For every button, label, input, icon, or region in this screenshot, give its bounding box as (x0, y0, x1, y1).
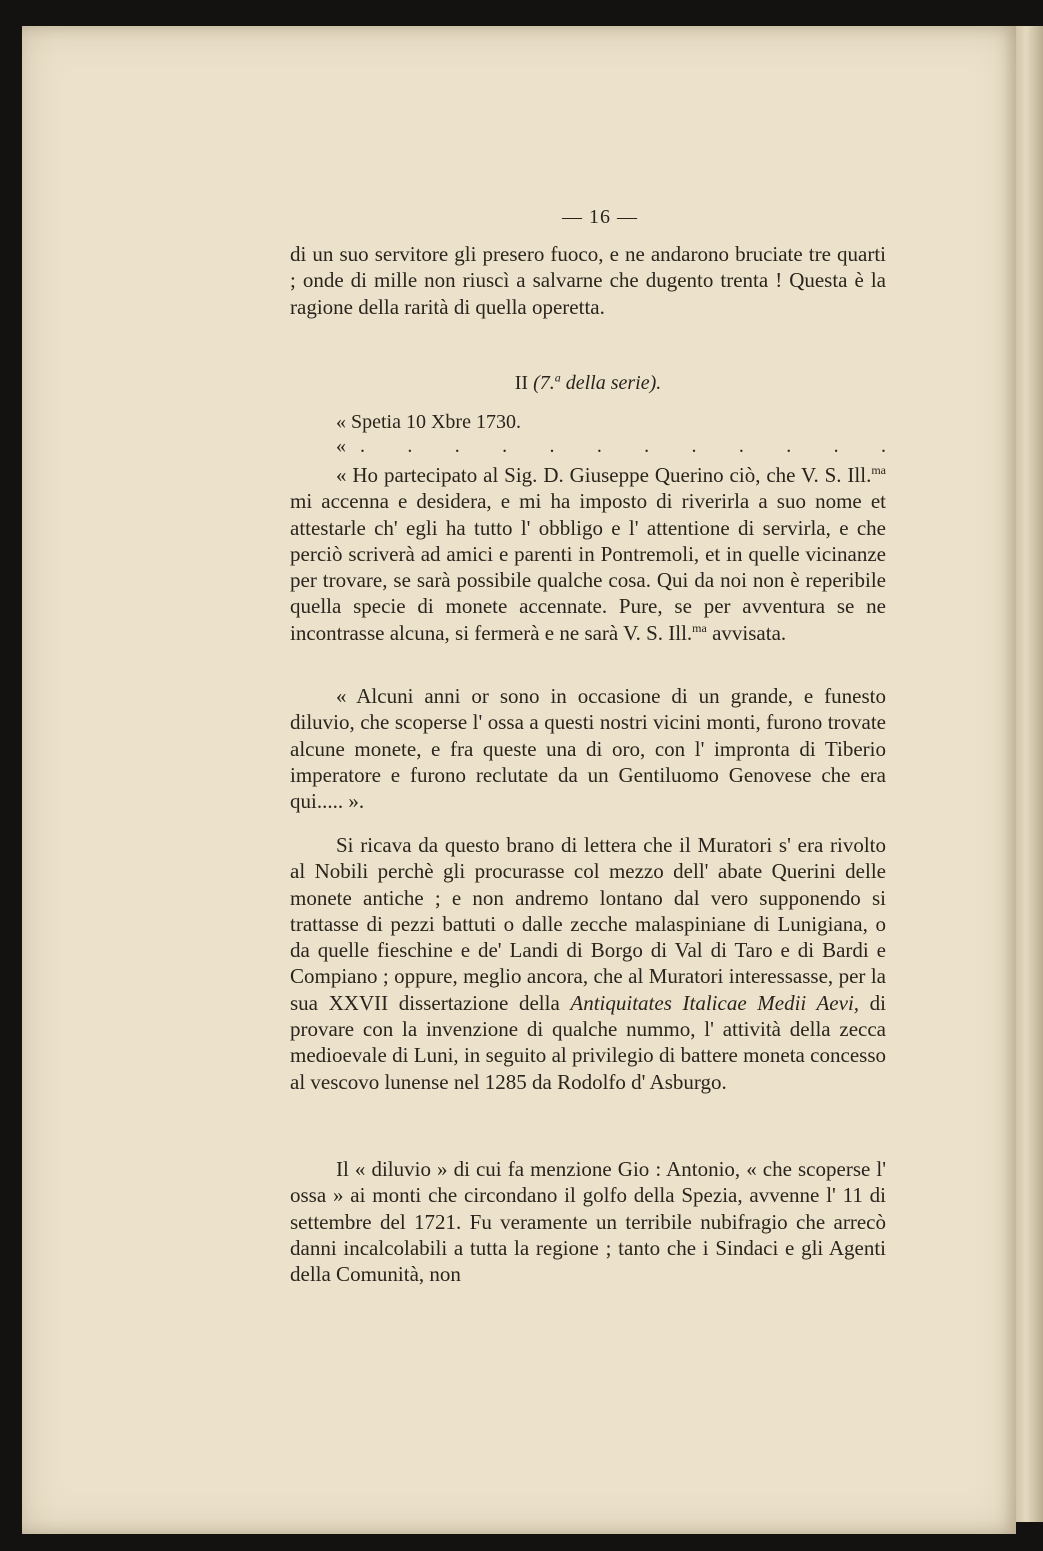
page-edge (1015, 26, 1043, 1522)
commentary-paragraph-1 (290, 832, 886, 1095)
letter-paragraph-2: « Alcuni anni or sono in occasione di un grande, e funesto diluvio, che scoperse l' ossa a questi nostri vicini monti, furono trovate alcune monete, e fra queste una di oro, con l' impronta di Tiberio imperatore e furono reclutate da un Gentiluomo Genovese che era qui..... ». (290, 684, 886, 814)
series-note-sup: a (554, 370, 561, 385)
letter-p1-text-c: avvisata. (706, 620, 787, 645)
omission-dots (336, 433, 886, 459)
omission-dots-text: . . . . . . . . . . . . (360, 435, 886, 457)
series-note-open: (7. (533, 372, 555, 394)
commentary-text-a: Si ricava da questo brano di lettera che il Muratori s' era rivolto al Nobili perchè gli procurasse col mezzo dell' abate Querini delle monete antiche ; e non andremo lontano dal vero supponendo si trattasse di pezzi battuti o dalle zecche malaspiniane di Lunigiana, o da quelle fieschine e de' Landi di Borgo di Val di Taro e di Bardi e Compiano ; oppure, meglio ancora, che al Muratori interessasse, per la sua XXVII dissertazione della (290, 833, 886, 1015)
letter-heading (290, 370, 886, 396)
commentary-paragraph-2: Il « diluvio » di cui fa menzione Gio : Antonio, « che scoperse l' ossa » ai monti che circondano il golfo della Spezia, avvenne l' 11 di settembre del 1721. Fu veramente un terribile nubifragio che arrecò danni incalcolabili a tutta la regione ; tanto che i Sindaci e gli Agenti della Comunità, non (290, 1157, 886, 1287)
omission-quote: « (336, 435, 346, 457)
page-number: — 16 — (562, 206, 638, 228)
commentary-text-b: di provare con la invenzione di qualche nummo, l' attività della zecca medioevale di Luni, in seguito al privilegio di battere moneta concesso al vescovo lunense nel 1285 da Rodolfo d' Asburgo. (290, 990, 886, 1094)
book-page (22, 26, 1016, 1534)
series-note-rest: della serie). (560, 372, 662, 394)
letter-numeral: II (514, 372, 529, 394)
letter-p1-text-b: mi accenna e desidera, e mi ha imposto di riverirla a suo nome et attestarle ch' egli ha tutto l' obbligo e l' attentione di servirla, e che perciò scriverà ad amici e parenti in Pontremoli, et in quelle vicinanze per trovare, se sarà possibile qualche cosa. Qui da noi non è reperibile quella specie di monete accennate. Pure, se per avventura se ne incontrasse alcuna, si fermerà e ne sarà V. S. Ill. (290, 489, 886, 645)
series-note (533, 372, 661, 394)
paragraph-continuation: di un suo servitore gli presero fuoco, e ne andarono bruciate tre quarti ; onde di mille non riuscì a salvarne che dugento trenta ! Questa è la ragione della rarità di quella operetta. (290, 242, 886, 319)
letter-p1-text-a: « Ho partecipato al Sig. D. Giuseppe Querino ciò, che V. S. Ill. (336, 463, 872, 487)
letter-dateline: « Spetia 10 Xbre 1730. (336, 411, 521, 433)
book-title: Antiquitates Italicae Medii Aevi, (570, 990, 860, 1015)
letter-p1-sup-b: ma (692, 620, 707, 635)
letter-paragraph-1 (290, 462, 886, 646)
letter-p1-sup-a: ma (871, 463, 886, 477)
